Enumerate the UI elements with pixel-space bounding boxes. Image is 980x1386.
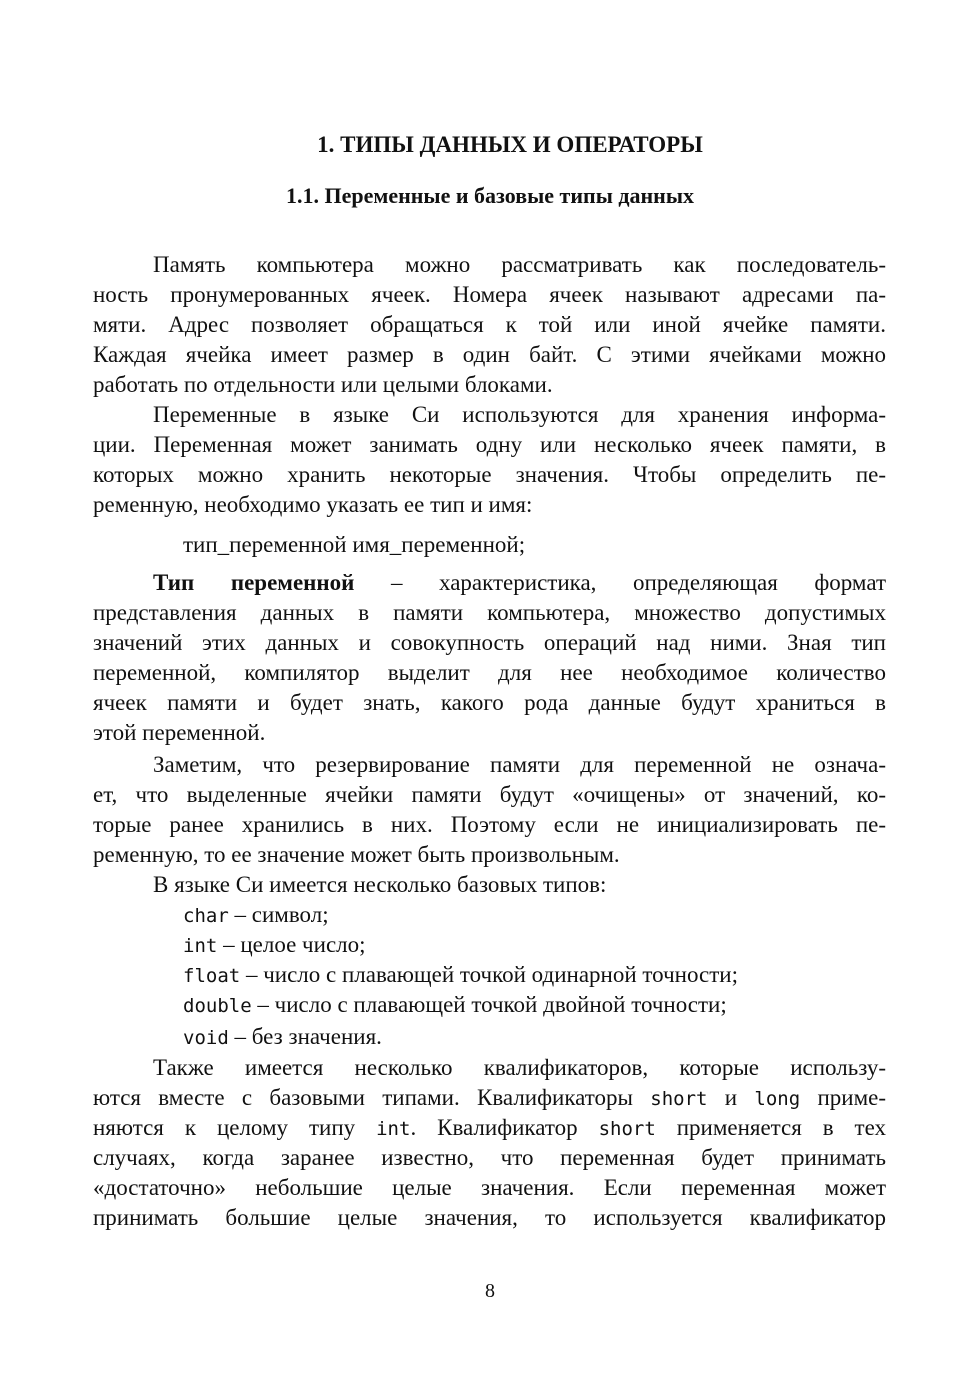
- text-line: [93, 598, 886, 628]
- term-bold: Тип переменной: [153, 570, 355, 595]
- text-line: [183, 960, 886, 990]
- text-segment: ность пронумерованных ячеек. Номера ячеек называют адресами па-: [93, 282, 886, 307]
- text-line: [93, 430, 886, 460]
- text-line: [93, 718, 886, 748]
- text-segment: применяется в тех: [655, 1115, 886, 1140]
- text-line: [153, 568, 886, 598]
- text-segment: которых можно хранить некоторые значения. Чтобы определить пе-: [93, 462, 886, 487]
- text-segment: «достаточно» небольшие целые значения. Если переменная может: [93, 1175, 886, 1200]
- text-line: [153, 750, 886, 780]
- text-segment: работать по отдельности или целыми блоками.: [93, 372, 553, 397]
- code-keyword: int: [376, 1118, 411, 1140]
- section-heading: 1.1. Переменные и базовые типы данных: [285, 183, 695, 208]
- text-segment: . Квалификатор: [410, 1115, 599, 1140]
- text-line: [183, 900, 886, 930]
- text-segment: торые ранее хранились в них. Поэтому если не инициализировать пе-: [93, 812, 886, 837]
- text-segment: ются вместе с базовыми типами. Квалификаторы: [93, 1085, 651, 1110]
- text-line: [93, 1113, 886, 1143]
- code-keyword: double: [183, 995, 252, 1017]
- text-segment: – число с плавающей точкой одинарной точности;: [240, 962, 738, 987]
- text-segment: – целое число;: [217, 932, 366, 957]
- text-line: [93, 1203, 886, 1233]
- chapter-heading: 1. ТИПЫ ДАННЫХ И ОПЕРАТОРЫ: [317, 132, 703, 157]
- text-segment: ячеек памяти и будет знать, какого рода данные будут храниться в: [93, 690, 886, 715]
- text-line: [93, 840, 886, 870]
- text-segment: Переменные в языке Си используются для хранения информа-: [153, 402, 886, 427]
- text-segment: В языке Си имеется несколько базовых типов:: [153, 872, 607, 897]
- text-line: [183, 990, 886, 1020]
- text-line: [153, 400, 886, 430]
- text-segment: тип_переменной имя_переменной;: [183, 532, 526, 557]
- text-line: [93, 1173, 886, 1203]
- text-line: [93, 688, 886, 718]
- text-segment: ременную, необходимо указать ее тип и имя:: [93, 492, 533, 517]
- text-segment: Также имеется несколько квалификаторов, которые использу-: [153, 1055, 886, 1080]
- text-segment: этой переменной.: [93, 720, 266, 745]
- text-line: [93, 1083, 886, 1113]
- text-segment: принимать большие целые значения, то используется квалификатор: [93, 1205, 886, 1230]
- code-keyword: long: [754, 1088, 801, 1110]
- text-segment: приме-: [800, 1085, 886, 1110]
- text-line: [93, 810, 886, 840]
- text-line: [93, 280, 886, 310]
- code-keyword: short: [598, 1118, 656, 1140]
- text-line: [93, 370, 886, 400]
- text-line: [93, 490, 886, 520]
- text-line: [93, 310, 886, 340]
- text-segment: няются к целому типу: [93, 1115, 377, 1140]
- text-segment: представления данных в памяти компьютера, множество допустимых: [93, 600, 886, 625]
- text-segment: ции. Переменная может занимать одну или несколько ячеек памяти, в: [93, 432, 886, 457]
- text-line: [183, 930, 886, 960]
- text-segment: – характеристика, определяющая формат: [354, 570, 886, 595]
- text-segment: переменной, компилятор выделит для нее необходимое количество: [93, 660, 886, 685]
- text-line: [93, 1143, 886, 1173]
- text-line: [93, 628, 886, 658]
- text-segment: ет, что выделенные ячейки памяти будут «очищены» от значений, ко-: [93, 782, 886, 807]
- text-segment: – символ;: [228, 902, 329, 927]
- text-line: [93, 340, 886, 370]
- text-segment: значений этих данных и совокупность операций над ними. Зная тип: [93, 630, 886, 655]
- text-segment: Каждая ячейка имеет размер в один байт. С этими ячейками можно: [93, 342, 886, 367]
- text-line: [93, 460, 886, 490]
- code-keyword: float: [183, 965, 241, 987]
- code-keyword: short: [650, 1088, 708, 1110]
- text-line: [153, 1053, 886, 1083]
- text-segment: Память компьютера можно рассматривать как последователь-: [153, 252, 886, 277]
- text-segment: – без значения.: [228, 1024, 382, 1049]
- code-keyword: int: [183, 935, 218, 957]
- text-line: [93, 658, 886, 688]
- code-keyword: char: [183, 905, 229, 927]
- text-segment: Заметим, что резервирование памяти для переменной не означа-: [153, 752, 886, 777]
- text-segment: и: [707, 1085, 755, 1110]
- text-segment: ременную, то ее значение может быть произвольным.: [93, 842, 620, 867]
- text-segment: случаях, когда заранее известно, что переменная будет принимать: [93, 1145, 886, 1170]
- text-line: [183, 1022, 886, 1052]
- text-line: [183, 530, 886, 560]
- code-keyword: void: [183, 1027, 229, 1049]
- text-segment: – число с плавающей точкой двойной точности;: [251, 992, 727, 1017]
- text-line: [93, 780, 886, 810]
- page-number: 8: [485, 1280, 495, 1302]
- text-line: [153, 250, 886, 280]
- text-segment: мяти. Адрес позволяет обращаться к той или иной ячейке памяти.: [93, 312, 886, 337]
- text-line: [153, 870, 886, 900]
